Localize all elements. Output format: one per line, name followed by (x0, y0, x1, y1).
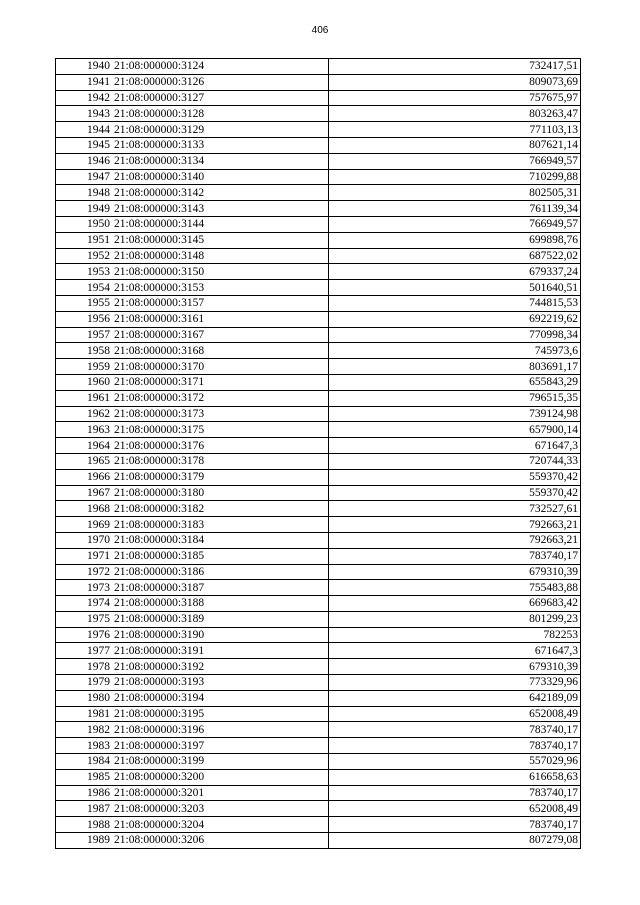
cadastral-number: 21:08:000000:3150 (112, 264, 329, 280)
row-number: 1986 (56, 785, 113, 801)
cadastral-number: 21:08:000000:3124 (112, 59, 329, 75)
data-table (55, 58, 581, 849)
cadastral-number: 21:08:000000:3206 (112, 833, 329, 849)
table-row (56, 548, 581, 564)
row-number: 1947 (56, 169, 113, 185)
row-number: 1956 (56, 311, 113, 327)
table-row (56, 722, 581, 738)
table-row (56, 801, 581, 817)
row-value: 783740,17 (329, 722, 581, 738)
row-number: 1981 (56, 706, 113, 722)
table-body (56, 59, 581, 849)
cadastral-number: 21:08:000000:3196 (112, 722, 329, 738)
row-number: 1952 (56, 248, 113, 264)
table-row (56, 453, 581, 469)
cadastral-number: 21:08:000000:3127 (112, 90, 329, 106)
table-row (56, 438, 581, 454)
row-number: 1973 (56, 580, 113, 596)
table-row (56, 137, 581, 153)
row-number: 1961 (56, 390, 113, 406)
cadastral-number: 21:08:000000:3186 (112, 564, 329, 580)
cadastral-number: 21:08:000000:3178 (112, 453, 329, 469)
row-value: 783740,17 (329, 817, 581, 833)
row-number: 1941 (56, 74, 113, 90)
row-value: 803691,17 (329, 359, 581, 375)
row-number: 1966 (56, 469, 113, 485)
cadastral-number: 21:08:000000:3197 (112, 738, 329, 754)
cadastral-number: 21:08:000000:3161 (112, 311, 329, 327)
row-number: 1960 (56, 374, 113, 390)
row-number: 1985 (56, 769, 113, 785)
cadastral-number: 21:08:000000:3140 (112, 169, 329, 185)
table-row (56, 374, 581, 390)
table-row (56, 311, 581, 327)
row-number: 1976 (56, 627, 113, 643)
cadastral-number: 21:08:000000:3188 (112, 596, 329, 612)
row-value: 782253 (329, 627, 581, 643)
table-row (56, 675, 581, 691)
row-value: 710299,88 (329, 169, 581, 185)
row-number: 1955 (56, 295, 113, 311)
cadastral-number: 21:08:000000:3180 (112, 485, 329, 501)
row-value: 807621,14 (329, 137, 581, 153)
row-number: 1968 (56, 501, 113, 517)
table-row (56, 659, 581, 675)
table-row (56, 59, 581, 75)
cadastral-number: 21:08:000000:3133 (112, 137, 329, 153)
row-number: 1984 (56, 754, 113, 770)
table-row (56, 564, 581, 580)
table-row (56, 532, 581, 548)
row-value: 773329,96 (329, 675, 581, 691)
table-row (56, 122, 581, 138)
row-number: 1949 (56, 201, 113, 217)
row-value: 801299,23 (329, 611, 581, 627)
table-row (56, 738, 581, 754)
row-value: 745973,6 (329, 343, 581, 359)
row-number: 1967 (56, 485, 113, 501)
table-row (56, 501, 581, 517)
table-row (56, 611, 581, 627)
cadastral-number: 21:08:000000:3194 (112, 690, 329, 706)
table-row (56, 280, 581, 296)
row-value: 657900,14 (329, 422, 581, 438)
row-value: 679337,24 (329, 264, 581, 280)
row-value: 807279,08 (329, 833, 581, 849)
row-value: 766949,57 (329, 153, 581, 169)
row-number: 1954 (56, 280, 113, 296)
row-value: 687522,02 (329, 248, 581, 264)
row-value: 792663,21 (329, 517, 581, 533)
table-row (56, 359, 581, 375)
table-row (56, 627, 581, 643)
row-number: 1988 (56, 817, 113, 833)
row-value: 699898,76 (329, 232, 581, 248)
cadastral-number: 21:08:000000:3171 (112, 374, 329, 390)
cadastral-number: 21:08:000000:3200 (112, 769, 329, 785)
cadastral-number: 21:08:000000:3126 (112, 74, 329, 90)
cadastral-number: 21:08:000000:3204 (112, 817, 329, 833)
row-number: 1950 (56, 216, 113, 232)
table-row (56, 643, 581, 659)
row-number: 1946 (56, 153, 113, 169)
table-row (56, 216, 581, 232)
cadastral-number: 21:08:000000:3172 (112, 390, 329, 406)
cadastral-number: 21:08:000000:3173 (112, 406, 329, 422)
table-row (56, 248, 581, 264)
row-value: 652008,49 (329, 801, 581, 817)
row-value: 655843,29 (329, 374, 581, 390)
table-row (56, 485, 581, 501)
cadastral-number: 21:08:000000:3184 (112, 532, 329, 548)
table-row (56, 406, 581, 422)
cadastral-number: 21:08:000000:3182 (112, 501, 329, 517)
table-row (56, 185, 581, 201)
row-value: 679310,39 (329, 659, 581, 675)
cadastral-number: 21:08:000000:3203 (112, 801, 329, 817)
row-value: 755483,88 (329, 580, 581, 596)
row-number: 1940 (56, 59, 113, 75)
cadastral-number: 21:08:000000:3183 (112, 517, 329, 533)
table-row (56, 90, 581, 106)
row-value: 792663,21 (329, 532, 581, 548)
row-number: 1963 (56, 422, 113, 438)
cadastral-number: 21:08:000000:3168 (112, 343, 329, 359)
table-row (56, 169, 581, 185)
table-row (56, 785, 581, 801)
cadastral-number: 21:08:000000:3187 (112, 580, 329, 596)
row-value: 720744,33 (329, 453, 581, 469)
row-number: 1983 (56, 738, 113, 754)
row-value: 783740,17 (329, 738, 581, 754)
cadastral-number: 21:08:000000:3192 (112, 659, 329, 675)
row-number: 1948 (56, 185, 113, 201)
cadastral-number: 21:08:000000:3176 (112, 438, 329, 454)
cadastral-number: 21:08:000000:3191 (112, 643, 329, 659)
row-number: 1964 (56, 438, 113, 454)
row-number: 1982 (56, 722, 113, 738)
row-number: 1957 (56, 327, 113, 343)
table-row (56, 817, 581, 833)
row-value: 679310,39 (329, 564, 581, 580)
row-value: 616658,63 (329, 769, 581, 785)
cadastral-number: 21:08:000000:3189 (112, 611, 329, 627)
table-row (56, 295, 581, 311)
row-number: 1969 (56, 517, 113, 533)
cadastral-number: 21:08:000000:3185 (112, 548, 329, 564)
row-value: 766949,57 (329, 216, 581, 232)
row-number: 1970 (56, 532, 113, 548)
table-row (56, 706, 581, 722)
table-row (56, 596, 581, 612)
row-value: 559370,42 (329, 485, 581, 501)
row-number: 1987 (56, 801, 113, 817)
row-value: 671647,3 (329, 643, 581, 659)
cadastral-number: 21:08:000000:3195 (112, 706, 329, 722)
row-value: 501640,51 (329, 280, 581, 296)
row-number: 1971 (56, 548, 113, 564)
cadastral-number: 21:08:000000:3190 (112, 627, 329, 643)
cadastral-number: 21:08:000000:3157 (112, 295, 329, 311)
table-row (56, 390, 581, 406)
cadastral-number: 21:08:000000:3170 (112, 359, 329, 375)
table-row (56, 232, 581, 248)
cadastral-number: 21:08:000000:3128 (112, 106, 329, 122)
row-number: 1951 (56, 232, 113, 248)
cadastral-number: 21:08:000000:3179 (112, 469, 329, 485)
row-value: 642189,09 (329, 690, 581, 706)
cadastral-number: 21:08:000000:3199 (112, 754, 329, 770)
row-value: 671647,3 (329, 438, 581, 454)
row-value: 559370,42 (329, 469, 581, 485)
table-row (56, 422, 581, 438)
cadastral-number: 21:08:000000:3129 (112, 122, 329, 138)
row-number: 1980 (56, 690, 113, 706)
table-row (56, 580, 581, 596)
row-value: 744815,53 (329, 295, 581, 311)
row-value: 761139,34 (329, 201, 581, 217)
row-number: 1989 (56, 833, 113, 849)
cadastral-number: 21:08:000000:3175 (112, 422, 329, 438)
row-value: 739124,98 (329, 406, 581, 422)
table-row (56, 264, 581, 280)
table-row (56, 754, 581, 770)
row-value: 783740,17 (329, 548, 581, 564)
table-row (56, 769, 581, 785)
row-number: 1977 (56, 643, 113, 659)
cadastral-number: 21:08:000000:3143 (112, 201, 329, 217)
row-value: 796515,35 (329, 390, 581, 406)
table-row (56, 201, 581, 217)
row-value: 783740,17 (329, 785, 581, 801)
cadastral-number: 21:08:000000:3144 (112, 216, 329, 232)
row-value: 757675,97 (329, 90, 581, 106)
row-number: 1953 (56, 264, 113, 280)
cadastral-number: 21:08:000000:3153 (112, 280, 329, 296)
row-value: 692219,62 (329, 311, 581, 327)
cadastral-number: 21:08:000000:3167 (112, 327, 329, 343)
row-value: 809073,69 (329, 74, 581, 90)
table-row (56, 343, 581, 359)
table-row (56, 469, 581, 485)
page-number: 406 (311, 25, 329, 36)
row-value: 770998,34 (329, 327, 581, 343)
cadastral-number: 21:08:000000:3193 (112, 675, 329, 691)
row-value: 732417,51 (329, 59, 581, 75)
table-row (56, 74, 581, 90)
row-number: 1979 (56, 675, 113, 691)
table-row (56, 833, 581, 849)
table-row (56, 690, 581, 706)
cadastral-number: 21:08:000000:3148 (112, 248, 329, 264)
row-number: 1945 (56, 137, 113, 153)
table-row (56, 517, 581, 533)
table-row (56, 106, 581, 122)
table-row (56, 327, 581, 343)
row-number: 1959 (56, 359, 113, 375)
row-value: 732527,61 (329, 501, 581, 517)
row-number: 1943 (56, 106, 113, 122)
row-number: 1978 (56, 659, 113, 675)
cadastral-number: 21:08:000000:3142 (112, 185, 329, 201)
row-number: 1944 (56, 122, 113, 138)
cadastral-number: 21:08:000000:3145 (112, 232, 329, 248)
cadastral-number: 21:08:000000:3201 (112, 785, 329, 801)
row-value: 771103,13 (329, 122, 581, 138)
row-number: 1962 (56, 406, 113, 422)
row-number: 1965 (56, 453, 113, 469)
row-number: 1972 (56, 564, 113, 580)
table-row (56, 153, 581, 169)
row-value: 802505,31 (329, 185, 581, 201)
cadastral-number: 21:08:000000:3134 (112, 153, 329, 169)
row-number: 1975 (56, 611, 113, 627)
row-value: 557029,96 (329, 754, 581, 770)
row-value: 803263,47 (329, 106, 581, 122)
row-value: 669683,42 (329, 596, 581, 612)
row-number: 1974 (56, 596, 113, 612)
row-number: 1958 (56, 343, 113, 359)
row-value: 652008,49 (329, 706, 581, 722)
row-number: 1942 (56, 90, 113, 106)
